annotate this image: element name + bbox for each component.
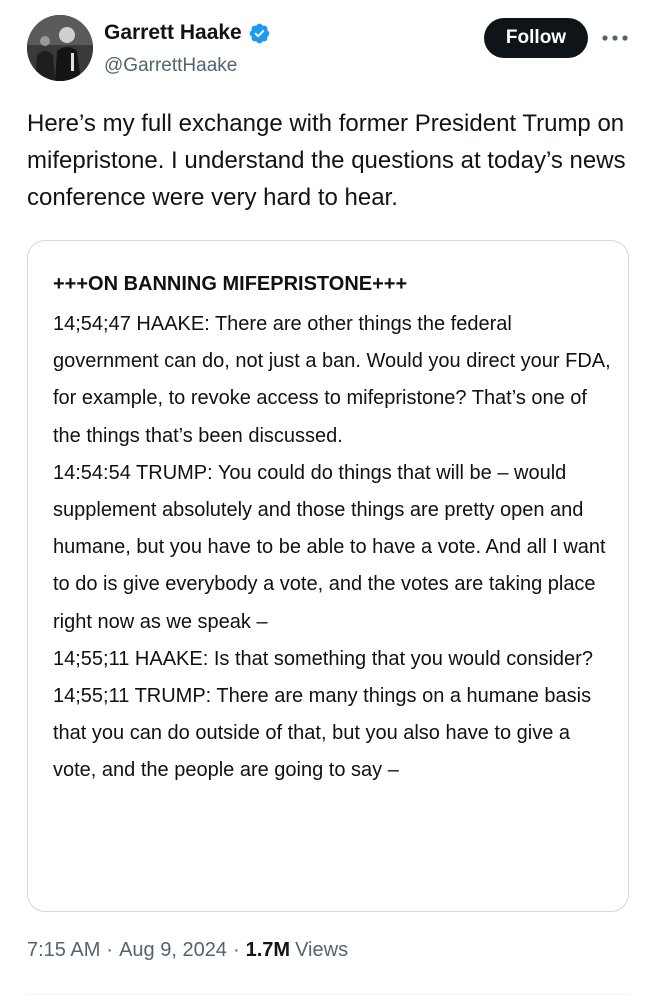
document-heading: +++ON BANNING MIFEPRISTONE+++ bbox=[53, 273, 408, 295]
document-body bbox=[53, 306, 618, 790]
views-label: Views bbox=[295, 939, 349, 961]
display-name[interactable]: Garrett Haake bbox=[104, 21, 242, 44]
tweet-time[interactable]: 7:15 AM bbox=[27, 939, 101, 961]
transcript-paragraph: 14:54:54 TRUMP: You could do things that will be – would supplement absolutely and those things are pretty open and humane, but you have to be able to have a vote. And all I want to do is give everybody a vote, and the votes are taking place right now as we speak – bbox=[53, 461, 606, 633]
transcript-paragraph: 14;55;11 TRUMP: There are many things on a humane basis that you can do outside of that, but you also have to give a vote, and the people are going to say – bbox=[53, 685, 592, 782]
more-options-button[interactable] bbox=[597, 26, 633, 50]
more-horizontal-icon bbox=[601, 34, 629, 42]
tweet-date[interactable]: Aug 9, 2024 bbox=[119, 939, 227, 961]
meta-separator: · bbox=[232, 939, 240, 961]
attached-image[interactable] bbox=[27, 240, 629, 912]
tweet-text: Here’s my full exchange with former President Trump on mifepristone. I understand the questions at today’s news conference were very hard to hear. bbox=[27, 110, 626, 211]
transcript-paragraph: 14;55;11 HAAKE: Is that something that you would consider? bbox=[53, 647, 593, 670]
tweet-header bbox=[0, 0, 656, 100]
avatar[interactable] bbox=[27, 15, 93, 81]
views-count: 1.7M bbox=[245, 939, 291, 961]
transcript-paragraph: 14;54;47 HAAKE: There are other things the federal government can do, not just a ban. Would you direct your FDA, for example, to revoke access to mifepristone? That’s one of the things that’s been discussed. bbox=[53, 313, 611, 447]
meta-separator: · bbox=[106, 939, 114, 961]
follow-button[interactable]: Follow bbox=[484, 18, 588, 58]
name-row bbox=[104, 21, 271, 45]
verified-badge-icon bbox=[248, 22, 271, 45]
user-handle[interactable]: @GarrettHaake bbox=[104, 55, 238, 76]
tweet-meta bbox=[27, 939, 348, 962]
divider bbox=[27, 994, 629, 995]
